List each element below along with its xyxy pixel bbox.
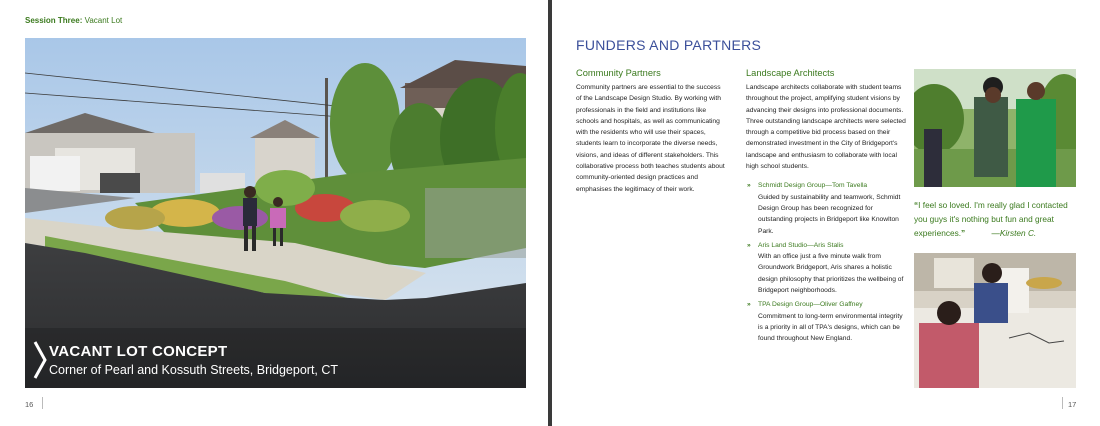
session-label: Session Three:	[25, 16, 83, 25]
page-number-right: 17	[1068, 400, 1077, 409]
session-header	[25, 16, 122, 25]
community-partners-section	[576, 67, 728, 195]
partner-description: With an office just a five minute walk from Groundwork Bridgeport, Aris shares a holistic design philosophy that prioritizes the wellbeing of Bridgeport neighborhoods.	[758, 253, 904, 295]
vacant-lot-rendering	[25, 38, 526, 388]
left-page	[0, 0, 548, 426]
partner-entry	[746, 240, 906, 296]
community-partners-body: Community partners are essential to the success of the Landscape Design Studio. By working with professionals in the field and institutions like schools and hospitals, as well as communicating with the residents who will use their spaces, students learn to incorporate the diverse needs, visions, and ideas of different stakeholders. This collaborative process both teaches students about community-oriented design practices and emphasises the legitimacy of their work.	[576, 84, 725, 193]
student-quote	[914, 198, 1079, 240]
bullet-chevron-icon: »	[747, 301, 751, 309]
students-photo	[914, 69, 1076, 187]
quote-close-mark: ”	[961, 228, 966, 238]
partner-description: Guided by sustainability and teamwork, Schmidt Design Group has been recognized for outstanding projects in Bridgeport like Knowlton Park.	[758, 193, 901, 235]
quote-attribution: —Kirsten C.	[991, 228, 1037, 238]
street-scene-illustration	[25, 38, 526, 388]
partner-name: TPA Design Group—Oliver Gaffney	[758, 301, 863, 309]
students-drawing-photo	[914, 253, 1076, 388]
two-students-outdoors-photo	[914, 69, 1076, 187]
studio-photo	[914, 253, 1076, 388]
bullet-chevron-icon: »	[747, 182, 751, 190]
page-title: FUNDERS AND PARTNERS	[576, 37, 762, 53]
concept-title: VACANT LOT CONCEPT	[49, 343, 228, 360]
bullet-chevron-icon: »	[747, 241, 751, 249]
landscape-architects-section	[746, 67, 906, 345]
concept-subtitle: Corner of Pearl and Kossuth Streets, Bridgeport, CT	[49, 363, 339, 377]
session-topic: Vacant Lot	[84, 16, 123, 25]
partner-name: Schmidt Design Group—Tom Tavella	[758, 182, 868, 190]
page-number-divider	[42, 397, 43, 409]
page-number-left: 16	[25, 400, 34, 409]
page-number-divider	[1062, 397, 1063, 409]
landscape-architects-heading: Landscape Architects	[746, 68, 835, 78]
quote-text: I feel so loved. I'm really glad I contacted you guys it's nothing but fun and great experiences.	[914, 200, 1068, 238]
partner-name: Aris Land Studio—Aris Stalis	[758, 241, 844, 249]
partner-entry	[746, 180, 906, 236]
partner-description: Commitment to long-term environmental integrity is a priority in all of TPA's designs, which can be found throughout New England.	[758, 312, 903, 343]
right-page	[552, 0, 1100, 426]
partner-entry	[746, 299, 906, 344]
community-partners-heading: Community Partners	[576, 68, 661, 78]
chevron-right-icon	[32, 340, 48, 380]
landscape-architects-body: Landscape architects collaborate with student teams throughout the project, amplifying student visions by advancing their designs into professional documents. Three outstanding landscape architects were selected through a competitive bid process based on their demonstrated investment in the City of Bridgeport's landscape and enthusiasm to collaborate with local high school students.	[746, 84, 906, 171]
quote-open-mark: “	[914, 200, 919, 210]
